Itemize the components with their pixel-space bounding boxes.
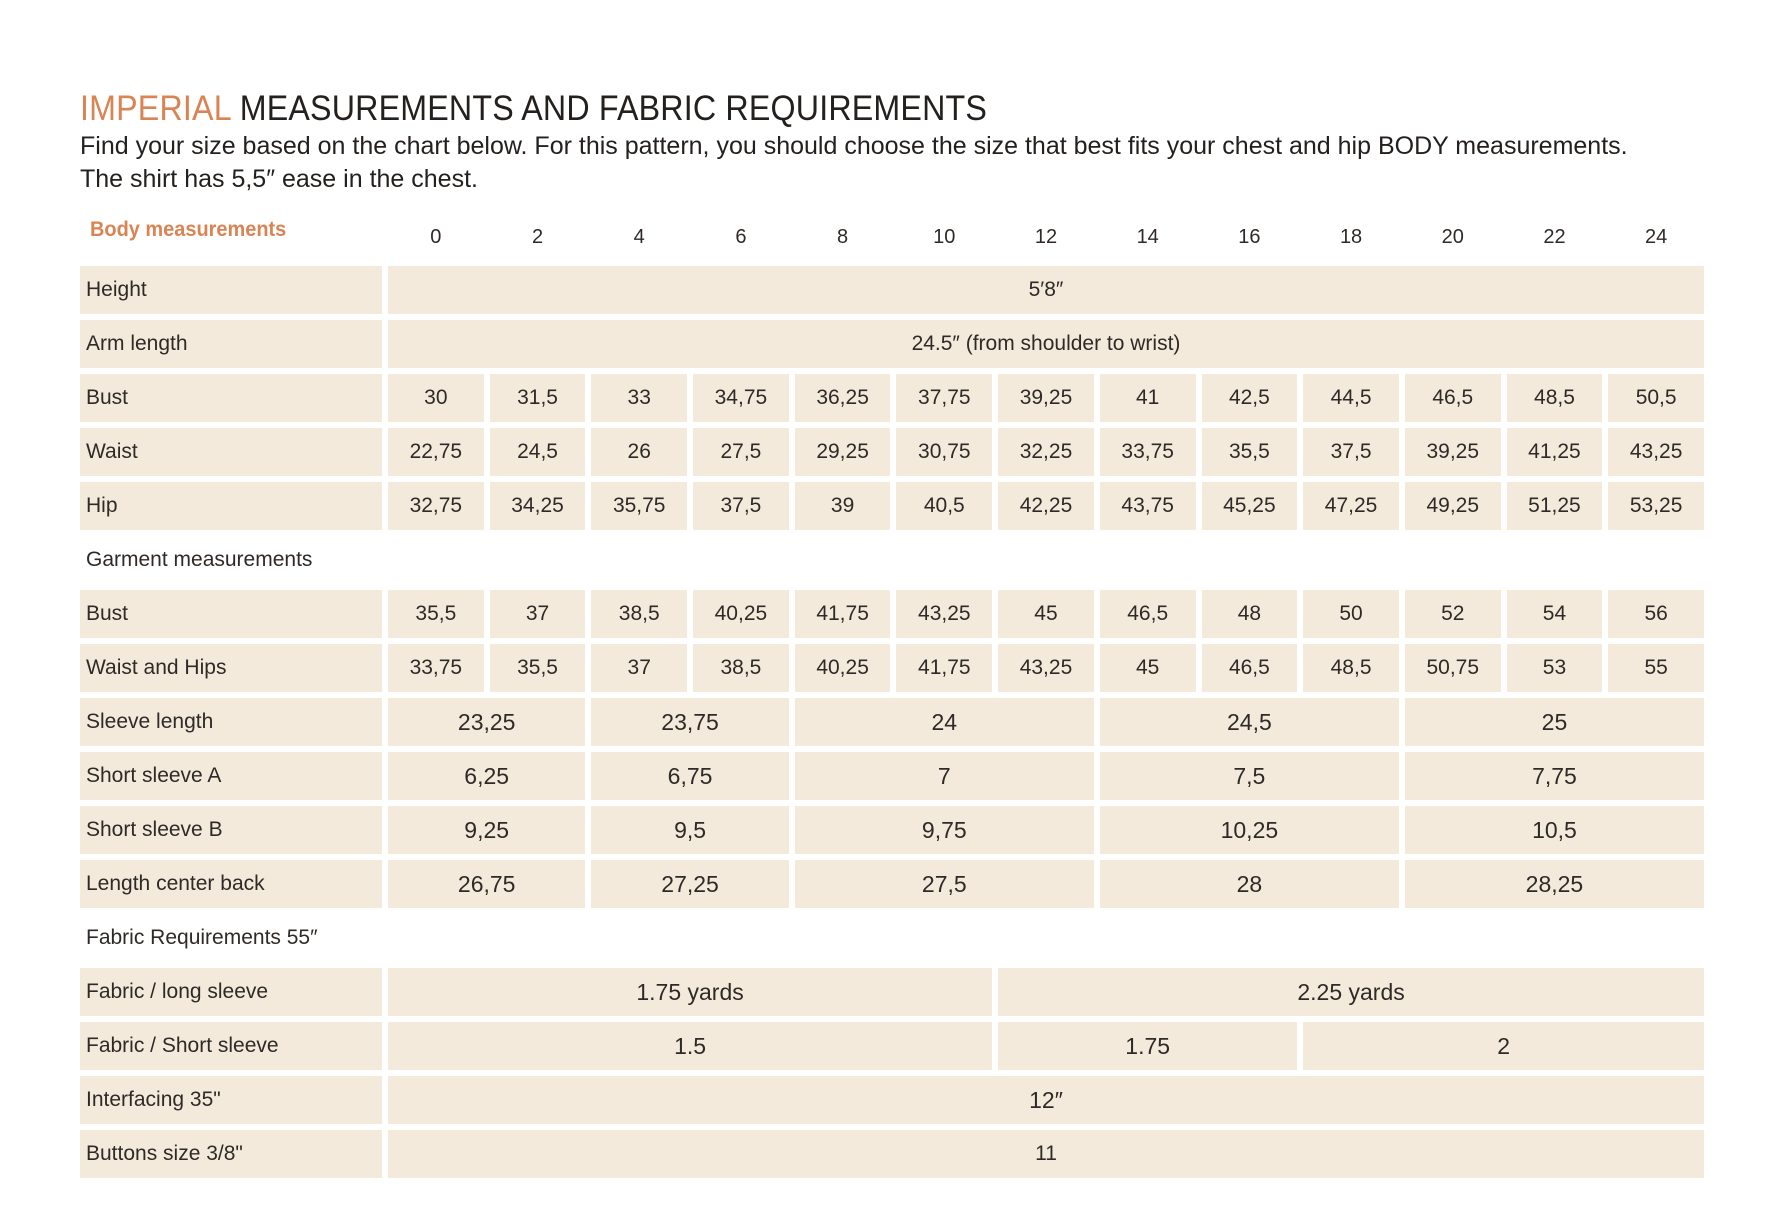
measurement-cell: 46,5: [1405, 374, 1501, 422]
measurement-cell: 34,75: [693, 374, 789, 422]
measurement-cell: 30: [388, 374, 484, 422]
size-header-20: 20: [1441, 226, 1464, 248]
measurement-cell: 37,5: [1303, 428, 1399, 476]
measurement-cell: 49,25: [1405, 482, 1501, 530]
size-header-16: 16: [1238, 226, 1261, 248]
size-header-2: 2: [531, 226, 544, 248]
measurement-cell: 33: [591, 374, 687, 422]
measurement-cell: 1.75 yards: [388, 968, 992, 1016]
row-label: Fabric / Short sleeve: [80, 1022, 382, 1070]
measurement-cell: 53: [1507, 644, 1603, 692]
measurement-cell: 33,75: [1100, 428, 1196, 476]
row-label: Short sleeve B: [80, 806, 382, 854]
measurement-cell: 40,25: [693, 590, 789, 638]
measurement-cell: 48,5: [1303, 644, 1399, 692]
measurement-cell: 43,75: [1100, 482, 1196, 530]
row-label: Buttons size 3/8": [80, 1130, 382, 1178]
size-header-12: 12: [1034, 226, 1058, 248]
measurement-cell: 34,25: [490, 482, 586, 530]
measurement-cell: 1.5: [388, 1022, 992, 1070]
measurement-cell: 42,5: [1202, 374, 1298, 422]
size-header-4: 4: [633, 226, 645, 248]
measurement-cell: 45,25: [1202, 482, 1298, 530]
measurement-cell: 48: [1202, 590, 1298, 638]
measurement-cell: 39,25: [1405, 428, 1501, 476]
measurement-cell: 46,5: [1100, 590, 1196, 638]
measurement-cell: 28,25: [1405, 860, 1704, 908]
measurement-cell: 55: [1608, 644, 1704, 692]
row-label: Hip: [80, 482, 382, 530]
row-label: Sleeve length: [80, 698, 382, 746]
measurement-cell: 37,5: [693, 482, 789, 530]
measurement-cell: 38,5: [591, 590, 687, 638]
measurement-cell: 38,5: [693, 644, 789, 692]
section-label: Garment measurements: [86, 548, 313, 571]
table-row: [80, 860, 1704, 908]
size-header-6: 6: [735, 226, 747, 248]
measurement-cell: 1.75: [998, 1022, 1297, 1070]
measurement-cell: 2: [1303, 1022, 1704, 1070]
measurement-cell: 39: [795, 482, 891, 530]
measurement-cell: 7,75: [1405, 752, 1704, 800]
measurement-cell: 32,75: [388, 482, 484, 530]
table-row: [80, 698, 1704, 746]
size-header-8: 8: [837, 226, 849, 248]
measurement-cell: 9,5: [591, 806, 788, 854]
measurement-cell: 6,25: [388, 752, 585, 800]
measurement-cell: 56: [1608, 590, 1704, 638]
measurement-cell: 43,25: [896, 590, 992, 638]
measurement-cell: 11: [388, 1130, 1704, 1178]
measurement-cell: 29,25: [795, 428, 891, 476]
row-label: Fabric / long sleeve: [80, 968, 382, 1016]
measurement-cell: 7,5: [1100, 752, 1399, 800]
measurement-cell: 12″: [388, 1076, 1704, 1124]
measurement-cell: 25: [1405, 698, 1704, 746]
measurement-cell: 45: [1100, 644, 1196, 692]
measurement-cell: 35,5: [388, 590, 484, 638]
measurement-cell: 31,5: [490, 374, 586, 422]
measurement-cell: 39,25: [998, 374, 1094, 422]
measurement-cell: 54: [1507, 590, 1603, 638]
measurement-cell: 35,75: [591, 482, 687, 530]
table-row: [80, 374, 1704, 422]
measurement-cell: 27,5: [693, 428, 789, 476]
measurement-cell: 9,25: [388, 806, 585, 854]
row-label: Bust: [80, 374, 382, 422]
section-label: Body measurements: [90, 218, 287, 241]
title-rest: MEASUREMENTS AND FABRIC REQUIREMENTS: [230, 89, 988, 128]
measurement-cell: 52: [1405, 590, 1501, 638]
size-header-24: 24: [1645, 226, 1668, 248]
measurement-cell: 24,5: [1100, 698, 1399, 746]
measurement-cell: 35,5: [1202, 428, 1298, 476]
row-label: Waist: [80, 428, 382, 476]
size-header-22: 22: [1543, 226, 1566, 248]
measurement-cell: 40,25: [795, 644, 891, 692]
section-header-garment-measurements: [80, 536, 1704, 584]
measurement-cell: 7: [795, 752, 1094, 800]
measurement-cell: 41,75: [896, 644, 992, 692]
measurement-cell: 32,25: [998, 428, 1094, 476]
measurement-cell: 28: [1100, 860, 1399, 908]
measurement-cell: 51,25: [1507, 482, 1603, 530]
measurement-cell: 10,25: [1100, 806, 1399, 854]
measurement-cell: 23,75: [591, 698, 788, 746]
table-row: [80, 1130, 1704, 1178]
row-label: Length center back: [80, 860, 382, 908]
section-label: Fabric Requirements 55″: [86, 926, 318, 949]
measurement-cell: 2.25 yards: [998, 968, 1704, 1016]
measurement-cell: 10,5: [1405, 806, 1704, 854]
row-label: Short sleeve A: [80, 752, 382, 800]
measurement-cell: 43,25: [998, 644, 1094, 692]
size-header-10: 10: [933, 226, 956, 248]
size-header-14: 14: [1136, 226, 1159, 248]
section-header-body-measurements: [80, 212, 1704, 260]
measurement-cell: 22,75: [388, 428, 484, 476]
measurement-cell: 23,25: [388, 698, 585, 746]
measurement-cell: 42,25: [998, 482, 1094, 530]
table-row: [80, 806, 1704, 854]
measurement-cell: 37,75: [896, 374, 992, 422]
measurement-cell: 24.5″ (from shoulder to wrist): [388, 320, 1704, 368]
table-row: [80, 428, 1704, 476]
table-row: [80, 644, 1704, 692]
measurement-cell: 30,75: [896, 428, 992, 476]
measurement-cell: 50: [1303, 590, 1399, 638]
measurement-cell: 26,75: [388, 860, 585, 908]
row-label: Height: [80, 266, 382, 314]
measurement-cell: 33,75: [388, 644, 484, 692]
measurement-cell: 44,5: [1303, 374, 1399, 422]
measurement-cell: 40,5: [896, 482, 992, 530]
table-row: [80, 752, 1704, 800]
section-header-fabric-requirements-55: [80, 914, 1704, 962]
row-label: Waist and Hips: [80, 644, 382, 692]
row-label: Bust: [80, 590, 382, 638]
measurement-cell: 27,25: [591, 860, 788, 908]
table-row: [80, 482, 1704, 530]
measurement-cell: 50,5: [1608, 374, 1704, 422]
table-row: [80, 590, 1704, 638]
measurement-cell: 50,75: [1405, 644, 1501, 692]
measurement-cell: 41,25: [1507, 428, 1603, 476]
measurement-cell: 41: [1100, 374, 1196, 422]
row-label: Interfacing 35": [80, 1076, 382, 1124]
table-row: [80, 266, 1704, 314]
measurement-cell: 41,75: [795, 590, 891, 638]
table-row: [80, 968, 1704, 1016]
size-header-0: 0: [430, 226, 442, 248]
size-header-18: 18: [1339, 226, 1363, 248]
table-row: [80, 1076, 1704, 1124]
measurement-cell: 45: [998, 590, 1094, 638]
measurement-cell: 36,25: [795, 374, 891, 422]
measurement-cell: 53,25: [1608, 482, 1704, 530]
measurement-cell: 24,5: [490, 428, 586, 476]
intro-paragraph: Find your size based on the chart below. For this pattern, you should choose the size that best fits your chest and hip BODY measurements. The shirt has 5,5″ ease in the chest.: [80, 132, 1628, 193]
measurement-cell: 48,5: [1507, 374, 1603, 422]
measurement-cell: 43,25: [1608, 428, 1704, 476]
measurement-cell: 35,5: [490, 644, 586, 692]
title-accent: IMPERIAL: [80, 89, 231, 128]
measurement-cell: 37: [591, 644, 687, 692]
measurement-cell: 26: [591, 428, 687, 476]
measurement-cell: 24: [795, 698, 1094, 746]
page-title: [80, 89, 987, 129]
table-row: [80, 1022, 1704, 1070]
measurement-cell: 46,5: [1202, 644, 1298, 692]
measurement-cell: 47,25: [1303, 482, 1399, 530]
measurement-cell: 5′8″: [388, 266, 1704, 314]
measurement-cell: 6,75: [591, 752, 788, 800]
measurement-cell: 9,75: [795, 806, 1094, 854]
row-label: Arm length: [80, 320, 382, 368]
measurement-cell: 37: [490, 590, 586, 638]
table-row: [80, 320, 1704, 368]
measurement-cell: 27,5: [795, 860, 1094, 908]
